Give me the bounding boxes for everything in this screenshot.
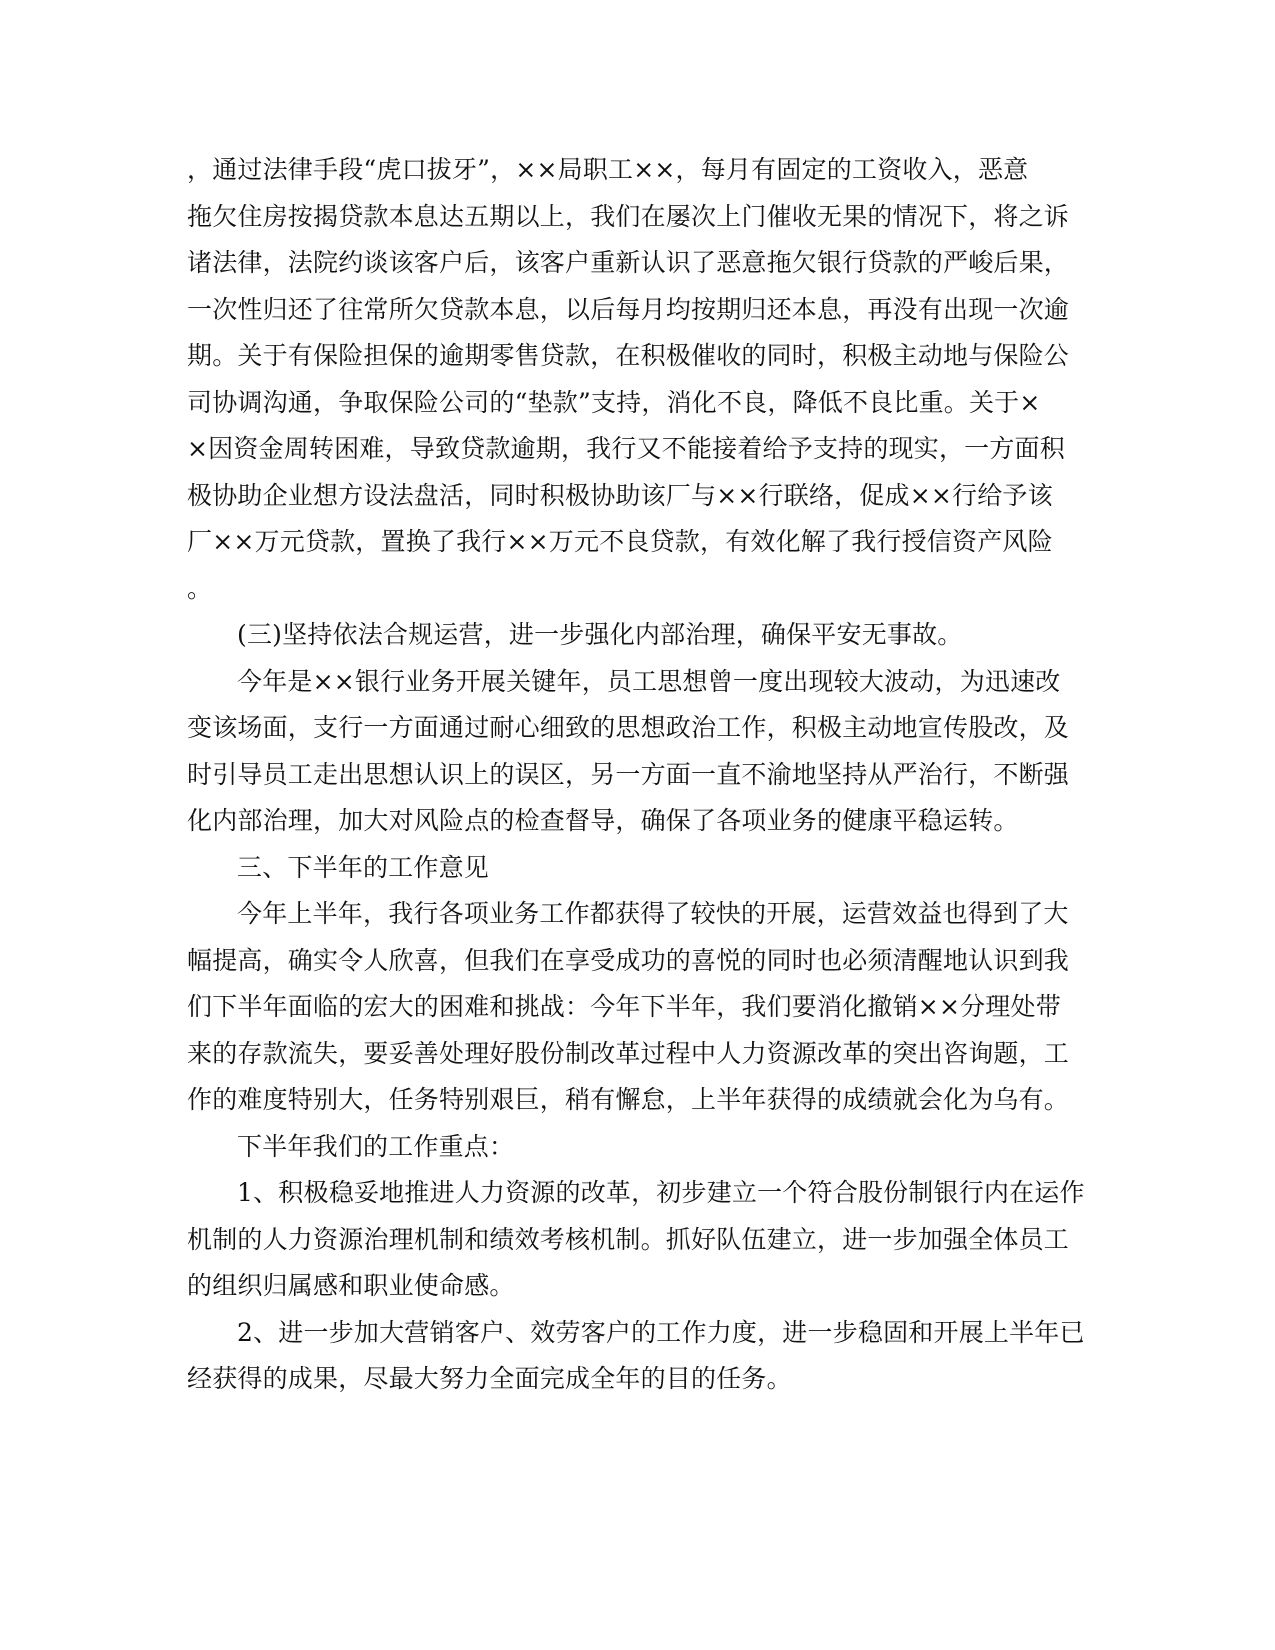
text-line: 司协调沟通，争取保险公司的“垫款”支持，消化不良，降低不良比重。关于× [187,388,1041,417]
text-line: 变该场面，支行一方面通过耐心细致的思想政治工作，积极主动地宣传股改，及 [187,713,1070,742]
text-line: ×因资金周转困难，导致贷款逾期，我行又不能接着给予支持的现实，一方面积 [187,434,1065,463]
text-line: 极协助企业想方设法盘活，同时积极协助该厂与××行联络，促成××行给予该 [187,481,1053,510]
text-line: 期。关于有保险担保的逾期零售贷款，在积极催收的同时，积极主动地与保险公 [187,341,1070,370]
text-line: 今年上半年，我行各项业务工作都获得了较快的开展，运营效益也得到了大 [237,899,1069,928]
text-line: 今年是××银行业务开展关键年，员工思想曾一度出现较大波动，为迅速改 [237,667,1061,696]
text-line: 。 [187,574,213,603]
text-line: 一次性归还了往常所欠贷款本息，以后每月均按期归还本息，再没有出现一次逾 [187,295,1070,324]
text-line: 经获得的成果，尽最大努力全面完成全年的目的任务。 [187,1364,792,1393]
section-heading-three: 三、下半年的工作意见 [237,853,490,882]
text-line: 时引导员工走出思想认识上的误区，另一方面一直不渝地坚持从严治行，不断强 [187,760,1070,789]
text-line: 的组织归属感和职业使命感。 [187,1271,515,1300]
text-line: 诸法律，法院约谈该客户后，该客户重新认识了恶意拖欠银行贷款的严峻后果， [187,248,1070,277]
text-line: 下半年我们的工作重点： [237,1132,515,1161]
list-item-2: 2、进一步加大营销客户、效劳客户的工作力度，进一步稳固和开展上半年已 [237,1318,1085,1347]
text-line: 们下半年面临的宏大的困难和挑战：今年下半年，我们要消化撤销××分理处带 [187,992,1061,1021]
text-line: 作的难度特别大，任务特别艰巨，稍有懈怠，上半年获得的成绩就会化为乌有。 [187,1085,1070,1114]
text-line: 厂××万元贷款，置换了我行××万元不良贷款，有效化解了我行授信资产风险 [187,527,1053,556]
list-item-1: 1、积极稳妥地推进人力资源的改革，初步建立一个符合股份制银行内在运作 [237,1178,1085,1207]
text-line: 幅提高，确实令人欣喜，但我们在享受成功的喜悦的同时也必须清醒地认识到我 [187,946,1070,975]
text-line: 拖欠住房按揭贷款本息达五期以上，我们在屡次上门催收无果的情况下，将之诉 [187,202,1070,231]
text-line: ，通过法律手段“虎口拔牙”，××局职工××，每月有固定的工资收入，恶意 [187,155,1029,184]
text-line: 机制的人力资源治理机制和绩效考核机制。抓好队伍建立，进一步加强全体员工 [187,1225,1070,1254]
text-line: 来的存款流失，要妥善处理好股份制改革过程中人力资源改革的突出咨询题，工 [187,1039,1070,1068]
text-line: 化内部治理，加大对风险点的检查督导，确保了各项业务的健康平稳运转。 [187,806,1019,835]
section-heading-3: (三)坚持依法合规运营，进一步强化内部治理，确保平安无事故。 [237,620,963,649]
